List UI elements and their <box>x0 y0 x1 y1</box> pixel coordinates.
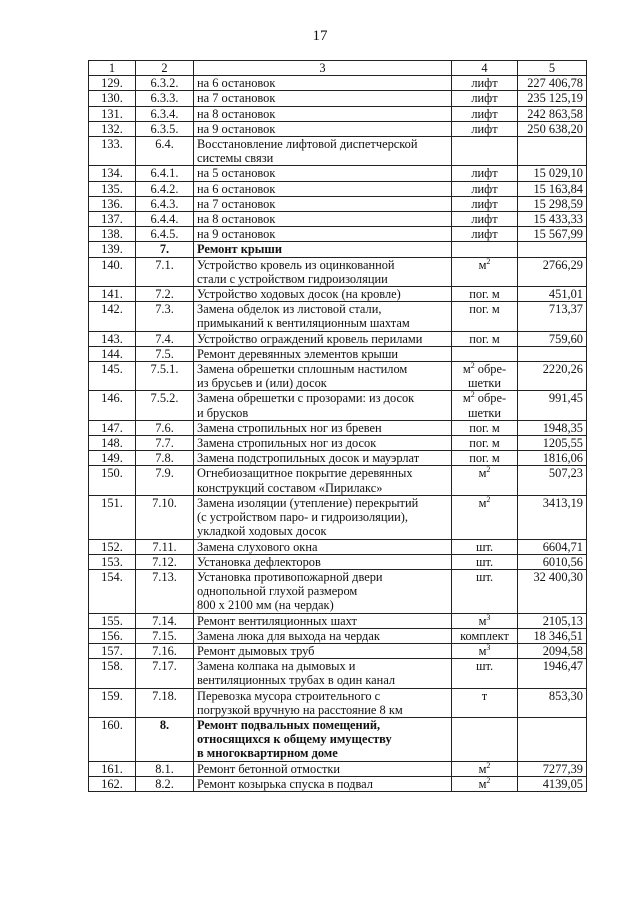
item-code: 7.2. <box>136 287 194 302</box>
table-row <box>89 106 587 121</box>
item-name: Замена люка для выхода на чердак <box>194 628 452 643</box>
unit-exponent: 3 <box>486 643 491 652</box>
row-number: 150. <box>89 466 136 495</box>
item-price: 1205,55 <box>518 436 587 451</box>
unit: лифт <box>471 227 498 242</box>
item-name: Устройство ходовых досок (на кровле) <box>194 287 452 302</box>
item-name: Перевозка мусора строительного с погрузкой вручную на расстояние 8 км <box>194 688 452 717</box>
row-number: 146. <box>89 391 136 420</box>
unit-exponent: 2 <box>486 257 491 266</box>
unit: лифт <box>471 121 498 136</box>
item-price: 18 346,51 <box>518 628 587 643</box>
item-name: на 6 остановок <box>194 76 452 91</box>
table-row <box>89 121 587 136</box>
item-code: 7.16. <box>136 643 194 658</box>
table-row <box>89 346 587 361</box>
unit-cell <box>452 287 518 302</box>
row-number: 162. <box>89 776 136 791</box>
unit-cell <box>452 227 518 242</box>
column-header-2: 2 <box>136 61 194 76</box>
unit: м <box>478 257 487 272</box>
item-code: 6.4.1. <box>136 166 194 181</box>
unit-cell <box>452 91 518 106</box>
row-number: 141. <box>89 287 136 302</box>
item-name: Ремонт крыши <box>194 242 452 257</box>
unit: м <box>462 362 471 377</box>
item-price: 15 163,84 <box>518 181 587 196</box>
unit: комплект <box>460 628 509 643</box>
unit-cell <box>452 420 518 435</box>
unit: лифт <box>471 106 498 121</box>
row-number: 157. <box>89 643 136 658</box>
item-price: 2094,58 <box>518 643 587 658</box>
item-price: 2766,29 <box>518 257 587 286</box>
item-name: Восстановление лифтовой диспетчерской системы связи <box>194 137 452 166</box>
unit-cell <box>452 643 518 658</box>
item-price: 1946,47 <box>518 659 587 688</box>
item-code: 7.13. <box>136 569 194 613</box>
table-row <box>89 761 587 776</box>
item-code: 6.4.4. <box>136 212 194 227</box>
item-code: 7.7. <box>136 436 194 451</box>
unit-cell <box>452 121 518 136</box>
item-name: Установка противопожарной двери однопольной глухой размером 800 х 2100 мм (на чердак) <box>194 569 452 613</box>
unit: м <box>478 613 487 628</box>
row-number: 147. <box>89 420 136 435</box>
item-price: 3413,19 <box>518 495 587 539</box>
table-row <box>89 569 587 613</box>
item-name: Ремонт вентиляционных шахт <box>194 613 452 628</box>
unit-cell <box>452 391 518 420</box>
item-price <box>518 242 587 257</box>
item-name: Замена стропильных ног из досок <box>194 436 452 451</box>
row-number: 135. <box>89 181 136 196</box>
item-code: 7.17. <box>136 659 194 688</box>
item-code: 8.2. <box>136 776 194 791</box>
unit: лифт <box>471 181 498 196</box>
item-code: 7.11. <box>136 539 194 554</box>
unit-cell <box>452 466 518 495</box>
item-code: 6.3.3. <box>136 91 194 106</box>
unit-cell <box>452 242 518 257</box>
unit: м <box>478 776 487 791</box>
item-code: 6.3.5. <box>136 121 194 136</box>
item-price: 853,30 <box>518 688 587 717</box>
item-price: 713,37 <box>518 302 587 331</box>
row-number: 134. <box>89 166 136 181</box>
item-name: на 5 остановок <box>194 166 452 181</box>
unit-exponent: 2 <box>486 776 491 785</box>
table-body <box>89 76 587 792</box>
item-price: 250 638,20 <box>518 121 587 136</box>
unit: лифт <box>471 196 498 211</box>
unit: шт. <box>475 569 494 584</box>
column-header-5: 5 <box>518 61 587 76</box>
row-number: 161. <box>89 761 136 776</box>
table-row <box>89 436 587 451</box>
unit: лифт <box>471 212 498 227</box>
table-row <box>89 196 587 211</box>
unit-cell <box>452 196 518 211</box>
item-price: 15 433,33 <box>518 212 587 227</box>
unit-cell <box>452 659 518 688</box>
unit-exponent: 2 <box>470 390 475 400</box>
item-price <box>518 346 587 361</box>
unit-cell <box>452 76 518 91</box>
row-number: 153. <box>89 554 136 569</box>
unit: лифт <box>471 166 498 181</box>
item-name: на 7 остановок <box>194 196 452 211</box>
unit: т <box>481 688 488 703</box>
unit-exponent: 2 <box>486 761 491 770</box>
item-code: 6.4.2. <box>136 181 194 196</box>
item-code: 7.3. <box>136 302 194 331</box>
unit: лифт <box>471 91 498 106</box>
row-number: 151. <box>89 495 136 539</box>
row-number: 159. <box>89 688 136 717</box>
item-price: 32 400,30 <box>518 569 587 613</box>
item-code: 7. <box>136 242 194 257</box>
unit-cell <box>452 212 518 227</box>
item-price: 227 406,78 <box>518 76 587 91</box>
unit-cell <box>452 539 518 554</box>
item-name: Замена обделок из листовой стали, примыканий к вентиляционным шахтам <box>194 302 452 331</box>
item-name: на 9 остановок <box>194 227 452 242</box>
item-code: 7.9. <box>136 466 194 495</box>
item-price: 1816,06 <box>518 451 587 466</box>
unit-cell <box>452 166 518 181</box>
item-price: 759,60 <box>518 331 587 346</box>
row-number: 144. <box>89 346 136 361</box>
item-code: 6.4.5. <box>136 227 194 242</box>
table-row <box>89 257 587 286</box>
unit-cell <box>452 346 518 361</box>
item-code: 6.3.2. <box>136 76 194 91</box>
unit-cell <box>452 302 518 331</box>
item-price: 242 863,58 <box>518 106 587 121</box>
unit-cell <box>452 137 518 166</box>
unit-cell <box>452 688 518 717</box>
table-row <box>89 420 587 435</box>
column-header-3: 3 <box>194 61 452 76</box>
item-code: 6.4. <box>136 137 194 166</box>
unit-cell <box>452 495 518 539</box>
table-row <box>89 362 587 391</box>
table-row <box>89 628 587 643</box>
item-price: 15 567,99 <box>518 227 587 242</box>
table-row <box>89 466 587 495</box>
item-price: 15 029,10 <box>518 166 587 181</box>
row-number: 143. <box>89 331 136 346</box>
item-name: Замена колпака на дымовых и вентиляционных трубах в один канал <box>194 659 452 688</box>
item-name: Установка дефлекторов <box>194 554 452 569</box>
row-number: 160. <box>89 717 136 761</box>
item-code: 7.5. <box>136 346 194 361</box>
item-code: 6.3.4. <box>136 106 194 121</box>
unit-cell <box>452 257 518 286</box>
unit-exponent: 2 <box>486 465 491 475</box>
unit-cell <box>452 436 518 451</box>
table-row <box>89 391 587 420</box>
row-number: 133. <box>89 137 136 166</box>
item-name: Замена слухового окна <box>194 539 452 554</box>
item-code: 7.1. <box>136 257 194 286</box>
table-section-row <box>89 717 587 761</box>
unit-exponent: 2 <box>470 361 475 370</box>
table-row <box>89 643 587 658</box>
unit-cell <box>452 451 518 466</box>
unit: пог. м <box>469 302 500 317</box>
item-price: 6010,56 <box>518 554 587 569</box>
item-name: Огнебиозащитное покрытие деревянных конструкций составом «Пирилакс» <box>194 466 452 495</box>
column-header-4: 4 <box>452 61 518 76</box>
unit-suffix: обре- шетки <box>467 391 507 420</box>
table-row <box>89 227 587 242</box>
unit-exponent: 3 <box>486 613 491 622</box>
item-price: 1948,35 <box>518 420 587 435</box>
item-price <box>518 137 587 166</box>
table-row <box>89 539 587 554</box>
row-number: 155. <box>89 613 136 628</box>
item-code: 7.10. <box>136 495 194 539</box>
unit: шт. <box>475 539 494 554</box>
unit-suffix: обре- шетки <box>467 362 507 391</box>
unit: м <box>478 761 487 776</box>
row-number: 129. <box>89 76 136 91</box>
table-row <box>89 76 587 91</box>
item-name: Замена стропильных ног из бревен <box>194 420 452 435</box>
unit-cell <box>452 362 518 391</box>
table-row <box>89 166 587 181</box>
table-header-row <box>89 61 587 76</box>
row-number: 145. <box>89 362 136 391</box>
item-code: 8. <box>136 717 194 761</box>
item-code: 7.5.2. <box>136 391 194 420</box>
item-name: Замена обрешетки сплошным настилом из брусьев и (или) досок <box>194 362 452 391</box>
item-name: Ремонт подвальных помещений, относящихся к общему имуществу в многоквартирном доме <box>194 717 452 761</box>
row-number: 139. <box>89 242 136 257</box>
unit-cell <box>452 569 518 613</box>
item-price: 991,45 <box>518 391 587 420</box>
unit: пог. м <box>469 451 500 466</box>
item-name: Устройство кровель из оцинкованной стали с устройством гидроизоляции <box>194 257 452 286</box>
item-name: Замена обрешетки с прозорами: из досок и брусков <box>194 391 452 420</box>
table-row <box>89 659 587 688</box>
item-code: 6.4.3. <box>136 196 194 211</box>
row-number: 148. <box>89 436 136 451</box>
unit-exponent: 2 <box>486 495 491 504</box>
unit: шт. <box>475 659 494 674</box>
item-name: Ремонт дымовых труб <box>194 643 452 658</box>
row-number: 154. <box>89 569 136 613</box>
row-number: 152. <box>89 539 136 554</box>
unit-cell <box>452 628 518 643</box>
row-number: 131. <box>89 106 136 121</box>
row-number: 156. <box>89 628 136 643</box>
row-number: 130. <box>89 91 136 106</box>
unit: пог. м <box>469 287 500 302</box>
item-code: 8.1. <box>136 761 194 776</box>
item-price: 6604,71 <box>518 539 587 554</box>
item-price: 507,23 <box>518 466 587 495</box>
unit: м <box>478 466 487 481</box>
unit: лифт <box>471 76 498 91</box>
unit: пог. м <box>469 331 500 346</box>
row-number: 138. <box>89 227 136 242</box>
item-code: 7.8. <box>136 451 194 466</box>
unit: м <box>478 643 487 658</box>
table-section-row <box>89 242 587 257</box>
item-name: на 7 остановок <box>194 91 452 106</box>
item-code: 7.15. <box>136 628 194 643</box>
table-row <box>89 287 587 302</box>
price-table <box>88 60 587 792</box>
row-number: 136. <box>89 196 136 211</box>
table-row <box>89 554 587 569</box>
item-name: на 8 остановок <box>194 106 452 121</box>
row-number: 137. <box>89 212 136 227</box>
table-row <box>89 91 587 106</box>
item-name: Устройство ограждений кровель перилами <box>194 331 452 346</box>
item-code: 7.14. <box>136 613 194 628</box>
unit-cell <box>452 776 518 791</box>
item-price: 235 125,19 <box>518 91 587 106</box>
row-number: 142. <box>89 302 136 331</box>
table-row <box>89 137 587 166</box>
item-code: 7.6. <box>136 420 194 435</box>
table-row <box>89 302 587 331</box>
unit-cell <box>452 554 518 569</box>
table-row <box>89 776 587 791</box>
unit-cell <box>452 761 518 776</box>
item-name: на 6 остановок <box>194 181 452 196</box>
row-number: 149. <box>89 451 136 466</box>
item-name: Ремонт деревянных элементов крыши <box>194 346 452 361</box>
item-code: 7.5.1. <box>136 362 194 391</box>
table-row <box>89 688 587 717</box>
table-row <box>89 212 587 227</box>
table-row <box>89 331 587 346</box>
row-number: 132. <box>89 121 136 136</box>
item-price: 2220,26 <box>518 362 587 391</box>
unit: м <box>462 391 471 406</box>
unit-cell <box>452 717 518 761</box>
item-price <box>518 717 587 761</box>
unit-cell <box>452 106 518 121</box>
item-name: Ремонт бетонной отмостки <box>194 761 452 776</box>
table-row <box>89 451 587 466</box>
unit-cell <box>452 181 518 196</box>
unit-cell <box>452 331 518 346</box>
unit-cell <box>452 613 518 628</box>
item-name: на 9 остановок <box>194 121 452 136</box>
unit: шт. <box>475 554 494 569</box>
unit: пог. м <box>469 420 500 435</box>
item-code: 7.12. <box>136 554 194 569</box>
item-price: 451,01 <box>518 287 587 302</box>
table-row <box>89 613 587 628</box>
item-price: 7277,39 <box>518 761 587 776</box>
item-name: на 8 остановок <box>194 212 452 227</box>
row-number: 140. <box>89 257 136 286</box>
unit: м <box>478 495 487 510</box>
item-name: Замена изоляции (утепление) перекрытий (с устройством паро- и гидроизоляции), укладкой ходовых досок <box>194 495 452 539</box>
item-name: Ремонт козырька спуска в подвал <box>194 776 452 791</box>
unit: пог. м <box>469 436 500 451</box>
item-price: 4139,05 <box>518 776 587 791</box>
item-name: Замена подстропильных досок и мауэрлат <box>194 451 452 466</box>
item-code: 7.18. <box>136 688 194 717</box>
column-header-1: 1 <box>89 61 136 76</box>
item-price: 2105,13 <box>518 613 587 628</box>
page-number: 17 <box>312 28 328 44</box>
row-number: 158. <box>89 659 136 688</box>
table-row <box>89 495 587 539</box>
table-row <box>89 181 587 196</box>
item-price: 15 298,59 <box>518 196 587 211</box>
item-code: 7.4. <box>136 331 194 346</box>
